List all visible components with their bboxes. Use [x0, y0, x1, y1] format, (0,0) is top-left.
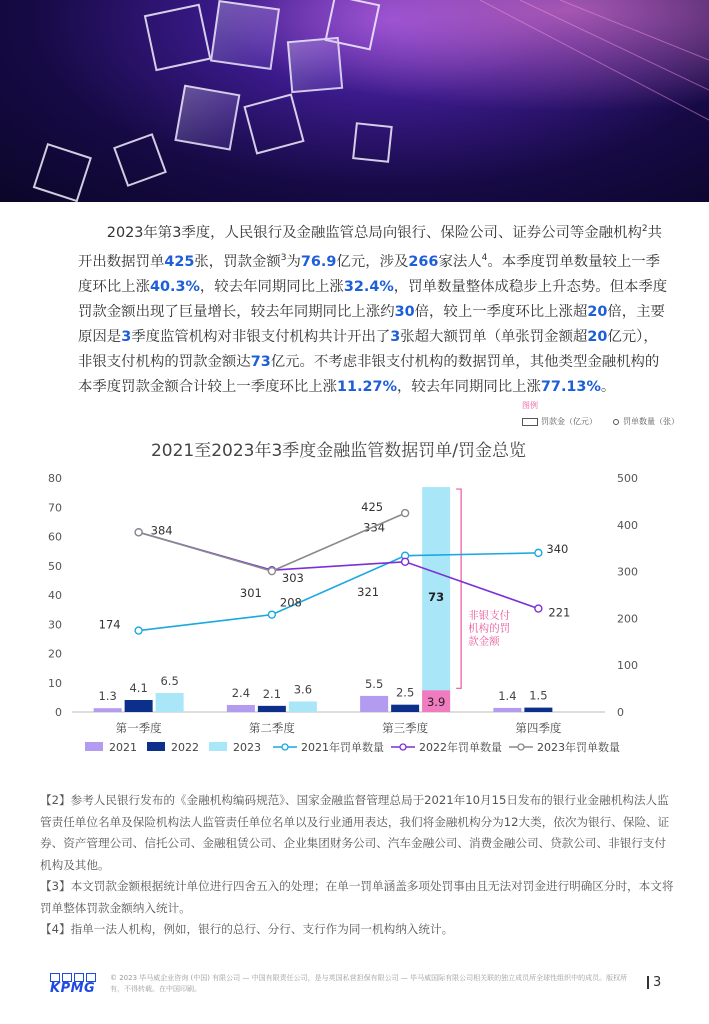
- line-2022年罚单数量: [139, 532, 539, 608]
- legend-marker: [282, 744, 288, 750]
- annotation-bracket: [456, 489, 461, 688]
- y-tick-label: 50: [48, 559, 62, 573]
- line-value-label: 321: [357, 584, 380, 599]
- annotation-label: 非银支付机构的罚款金额: [468, 609, 511, 648]
- bar-value-label: 73: [428, 589, 445, 604]
- bar-value-label: 1.4: [498, 688, 517, 703]
- bar-value-label: 2.5: [395, 685, 415, 700]
- bar-value-label: 2.4: [231, 685, 251, 700]
- y-tick-label: 60: [48, 530, 62, 544]
- line-point-2022年罚单数量-q3: [402, 558, 409, 565]
- bar-2022-q2: [258, 706, 286, 712]
- y-tick-label: 70: [48, 501, 62, 515]
- x-tick-label: 第三季度: [382, 721, 429, 735]
- x-tick-label: 第一季度: [115, 721, 162, 735]
- penalty-chart: [0, 430, 709, 760]
- line-value-label: 301: [239, 586, 262, 601]
- footnote-3: 【3】本文罚款金额根据统计单位进行四舍五入的处理；在单一罚单涵盖多项处罚事由且无法对罚金进行明确区分时，本文将罚单整体罚款金额纳入统计。: [40, 879, 674, 915]
- legend-swatch-2023: [209, 742, 227, 751]
- copyright-text: © 2023 毕马威企业咨询 (中国) 有限公司 — 中国有限责任公司，是与英国私营担保有限公司 — 毕马威国际有限公司相关联的独立成员所全球性组织中的成员。版权所有，不得转载。在中国印刷。: [110, 974, 628, 993]
- bar-2021-q3: [360, 696, 388, 712]
- bar-2022-q3: [391, 705, 419, 712]
- bar-value-label: 4.1: [129, 681, 148, 696]
- y2-tick-label: 200: [617, 612, 638, 626]
- bar-value-label: 3.6: [293, 682, 313, 697]
- line-point-2021年罚单数量-q1: [135, 627, 142, 634]
- legend-label: 2022年罚单数量: [419, 741, 502, 754]
- bar-swatch-icon: [522, 418, 538, 426]
- line-value-label: 340: [546, 541, 569, 556]
- bar-2023-q2: [289, 701, 317, 712]
- x-tick-label: 第四季度: [515, 721, 562, 735]
- bar-value-label: 2.1: [262, 686, 282, 701]
- line-value-label: 303: [281, 571, 304, 586]
- bar-value-label: 1.5: [529, 688, 548, 703]
- kpmg-logo: KPMG: [50, 973, 98, 999]
- bar-2022-q4: [524, 708, 552, 712]
- line-point-2021年罚单数量-q2: [268, 611, 275, 618]
- legend-label: 2023: [233, 741, 261, 754]
- line-value-label: 221: [548, 605, 571, 620]
- cubes-illustration: [0, 0, 709, 202]
- legend-label: 2023年罚单数量: [537, 741, 620, 754]
- legend-marker: [518, 744, 524, 750]
- y-tick-label: 80: [48, 472, 62, 485]
- page-footer: [0, 965, 709, 1005]
- line-point-2021年罚单数量-q4: [535, 549, 542, 556]
- page-number: 3: [647, 975, 661, 990]
- bar-2021-q2: [227, 705, 255, 712]
- bar-segment-label: 3.9: [426, 695, 446, 709]
- legend-box-item-amount: 罚款金（亿元）: [522, 416, 597, 427]
- y-tick-label: 10: [48, 676, 62, 690]
- bar-value-label: 1.3: [98, 689, 117, 704]
- y2-tick-label: 0: [617, 706, 624, 719]
- line-point-2023年罚单数量-q1: [135, 529, 142, 536]
- x-tick-label: 第二季度: [248, 721, 295, 735]
- y-tick-label: 20: [48, 647, 62, 661]
- bar-2021-q4: [493, 708, 521, 712]
- line-value-label: 384: [150, 523, 173, 538]
- y2-tick-label: 400: [617, 518, 638, 532]
- footnotes: [40, 790, 675, 941]
- bar-2021-q1: [94, 708, 122, 712]
- line-value-label: 334: [363, 520, 386, 535]
- legend-label: 2022: [171, 741, 199, 754]
- legend-label: 2021年罚单数量: [301, 741, 384, 754]
- y-tick-label: 0: [55, 706, 62, 719]
- legend-label: 2021: [109, 741, 137, 754]
- legend-box-title: 图例: [522, 401, 538, 410]
- bar-value-label: 5.5: [364, 676, 384, 691]
- legend-swatch-2021: [85, 742, 103, 751]
- line-value-label: 174: [98, 617, 121, 632]
- legend-box-item-count: 罚单数量（张）: [613, 416, 679, 427]
- legend-swatch-2022: [147, 742, 165, 751]
- line-value-label: 425: [361, 500, 384, 515]
- line-value-label: 208: [279, 595, 302, 610]
- legend-box: [522, 400, 679, 427]
- footnote-4: 【4】指单一法人机构，例如，银行的总行、分行、支行作为同一机构纳入统计。: [40, 922, 454, 936]
- y2-tick-label: 300: [617, 565, 638, 579]
- y-tick-label: 30: [48, 618, 62, 632]
- intro-paragraph: 2023年第3季度，人民银行及金融监管总局向银行、保险公司、证券公司等金融机构$^2$共开出数据罚单425张，罚款金额$^3$为76.9亿元，涉及266家法人$^4$。本季度罚单数量较上一季度环比上涨40.3%，较去年同期同比上涨32.4%，罚单数量整体成稳步上升态势。但本季度罚款金额出现了巨量增长，较去年同期同比上涨约30倍，较上一季度环比上涨超20倍，主要原因是3季度监管机构对非银支付机构共计开出了3张超大额罚单（单张罚金额超20亿元），非银支付机构的罚款金额达73亿元。不考虑非银支付机构的数据罚单，其他类型金融机构的本季度罚款金额合计较上一季度环比上涨11.27%，较去年同期同比上涨77.13%。: [78, 224, 668, 395]
- footnote-2: 【2】参考人民银行发布的《金融机构编码规范》、国家金融监督管理总局于2021年10月15日发布的银行业金融机构法人监管责任单位名单及保险机构法人监管责任单位名单以及行业通用表达，我们将金融机构分为12大类，依次为银行、保险、证券、资产管理公司、信托公司、金融租赁公司、企业集团财务公司、汽车金融公司、消费金融公司、贷款公司、非银行支付机构及其他。: [40, 793, 670, 872]
- bar-value-label: 6.5: [160, 673, 179, 688]
- bar-2022-q1: [125, 700, 153, 712]
- chart-title: 2021至2023年3季度金融监管数据罚单/罚金总览: [150, 441, 527, 461]
- bar-2023-q1: [156, 693, 184, 712]
- y-tick-label: 40: [48, 589, 62, 602]
- y2-tick-label: 100: [617, 659, 638, 673]
- line-point-2023年罚单数量-q3: [402, 510, 409, 517]
- legend-marker: [400, 744, 406, 750]
- marker-swatch-icon: [613, 419, 619, 425]
- hero-banner-image: [0, 0, 709, 202]
- y2-tick-label: 500: [617, 472, 638, 485]
- line-point-2022年罚单数量-q4: [535, 605, 542, 612]
- line-point-2023年罚单数量-q2: [268, 568, 275, 575]
